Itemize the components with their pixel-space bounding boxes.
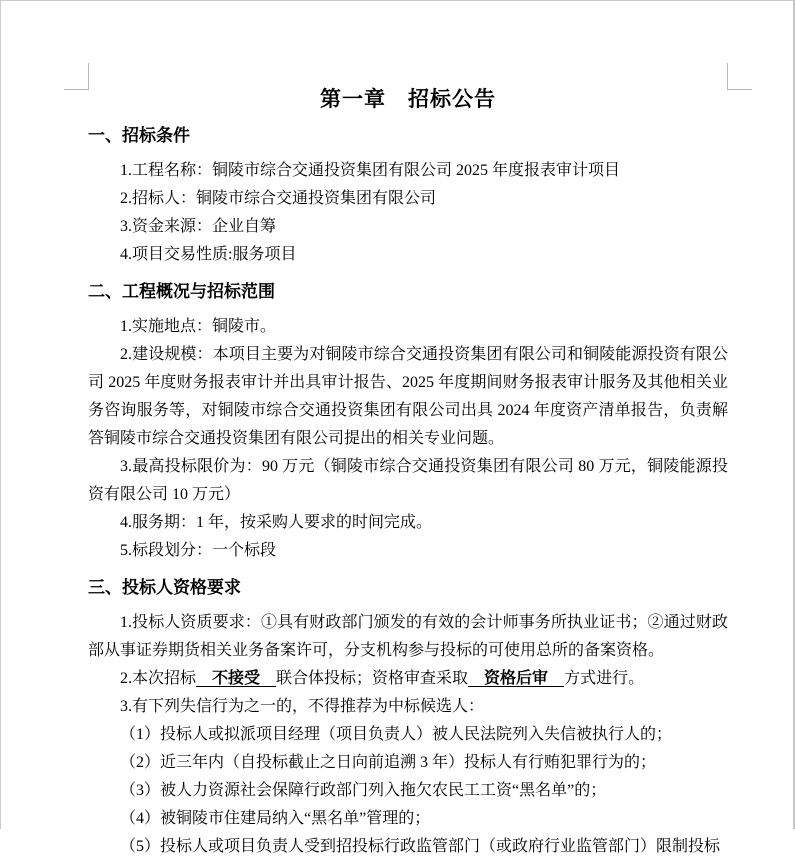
paragraph: 5.标段划分：一个标段 (120, 542, 277, 559)
section-heading: 一、招标条件 (88, 126, 190, 145)
paragraph: 1.实施地点：铜陵市。 (120, 318, 277, 335)
paragraph: 4.服务期：1 年，按采购人要求的时间完成。 (120, 514, 433, 531)
emphasis-underline: 资格后审 (468, 670, 565, 687)
text-boundary-mark-left (64, 63, 89, 90)
paragraph: （3）被人力资源社会保障行政部门列入拖欠农民工工资“黑名单”的； (120, 782, 607, 799)
paragraph: （5）投标人或项目负责人受到招投标行政监管部门（或政府行业监管部门）限制投标 (120, 838, 721, 855)
chapter-title: 第一章 招标公告 (320, 87, 496, 111)
paragraph (88, 665, 728, 693)
paragraph: （2）近三年内（自投标截止之日向前追溯 3 年）投标人有行贿犯罪行为的； (120, 754, 657, 771)
paragraph: 3.资金来源：企业自筹 (120, 218, 277, 235)
text-run: 2.本次招标 (120, 670, 197, 687)
blocks-container (88, 124, 728, 861)
text-run: 方式进行。 (564, 670, 645, 687)
paragraph: （1）投标人或拟派项目经理（项目负责人）被人民法院列入失信被执行人的； (120, 726, 673, 743)
section-heading: 三、投标人资格要求 (88, 578, 241, 597)
paragraph: （4）被铜陵市住建局纳入“黑名单”管理的； (120, 810, 431, 827)
emphasis-underline: 不接受 (196, 670, 277, 687)
section-heading: 二、工程概况与招标范围 (88, 282, 275, 301)
text-boundary-mark-right (727, 63, 752, 90)
paragraph: 4.项目交易性质:服务项目 (120, 246, 297, 263)
document-body (88, 85, 728, 861)
paragraph: 3.有下列失信行为之一的，不得推荐为中标候选人： (120, 698, 485, 715)
paragraph: 2.招标人：铜陵市综合交通投资集团有限公司 (120, 190, 437, 207)
paragraph: 1.工程名称：铜陵市综合交通投资集团有限公司 2025 年度报表审计项目 (120, 162, 621, 179)
paragraph: 1.投标人资质要求：①具有财政部门颁发的有效的会计师事务所执业证书；②通过财政部从事证券期货相关业务备案许可，分支机构参与投标的可使用总所的备案资格。 (88, 614, 728, 659)
paragraph: 2.建设规模：本项目主要为对铜陵市综合交通投资集团有限公司和铜陵能源投资有限公司 2025 年度财务报表审计并出具审计报告、2025 年度期间财务报表审计服务及其他相关业务咨询服务等，对铜陵市综合交通投资集团有限公司出具 2024 年度资产清单报告，负责解答铜陵市综合交通投资集团有限公司提出的相关专业问题。 (88, 346, 728, 447)
text-run: 联合体投标；资格审查采取 (276, 670, 469, 687)
paragraph: 3.最高投标限价为：90 万元（铜陵市综合交通投资集团有限公司 80 万元，铜陵能源投资有限公司 10 万元） (88, 458, 728, 503)
